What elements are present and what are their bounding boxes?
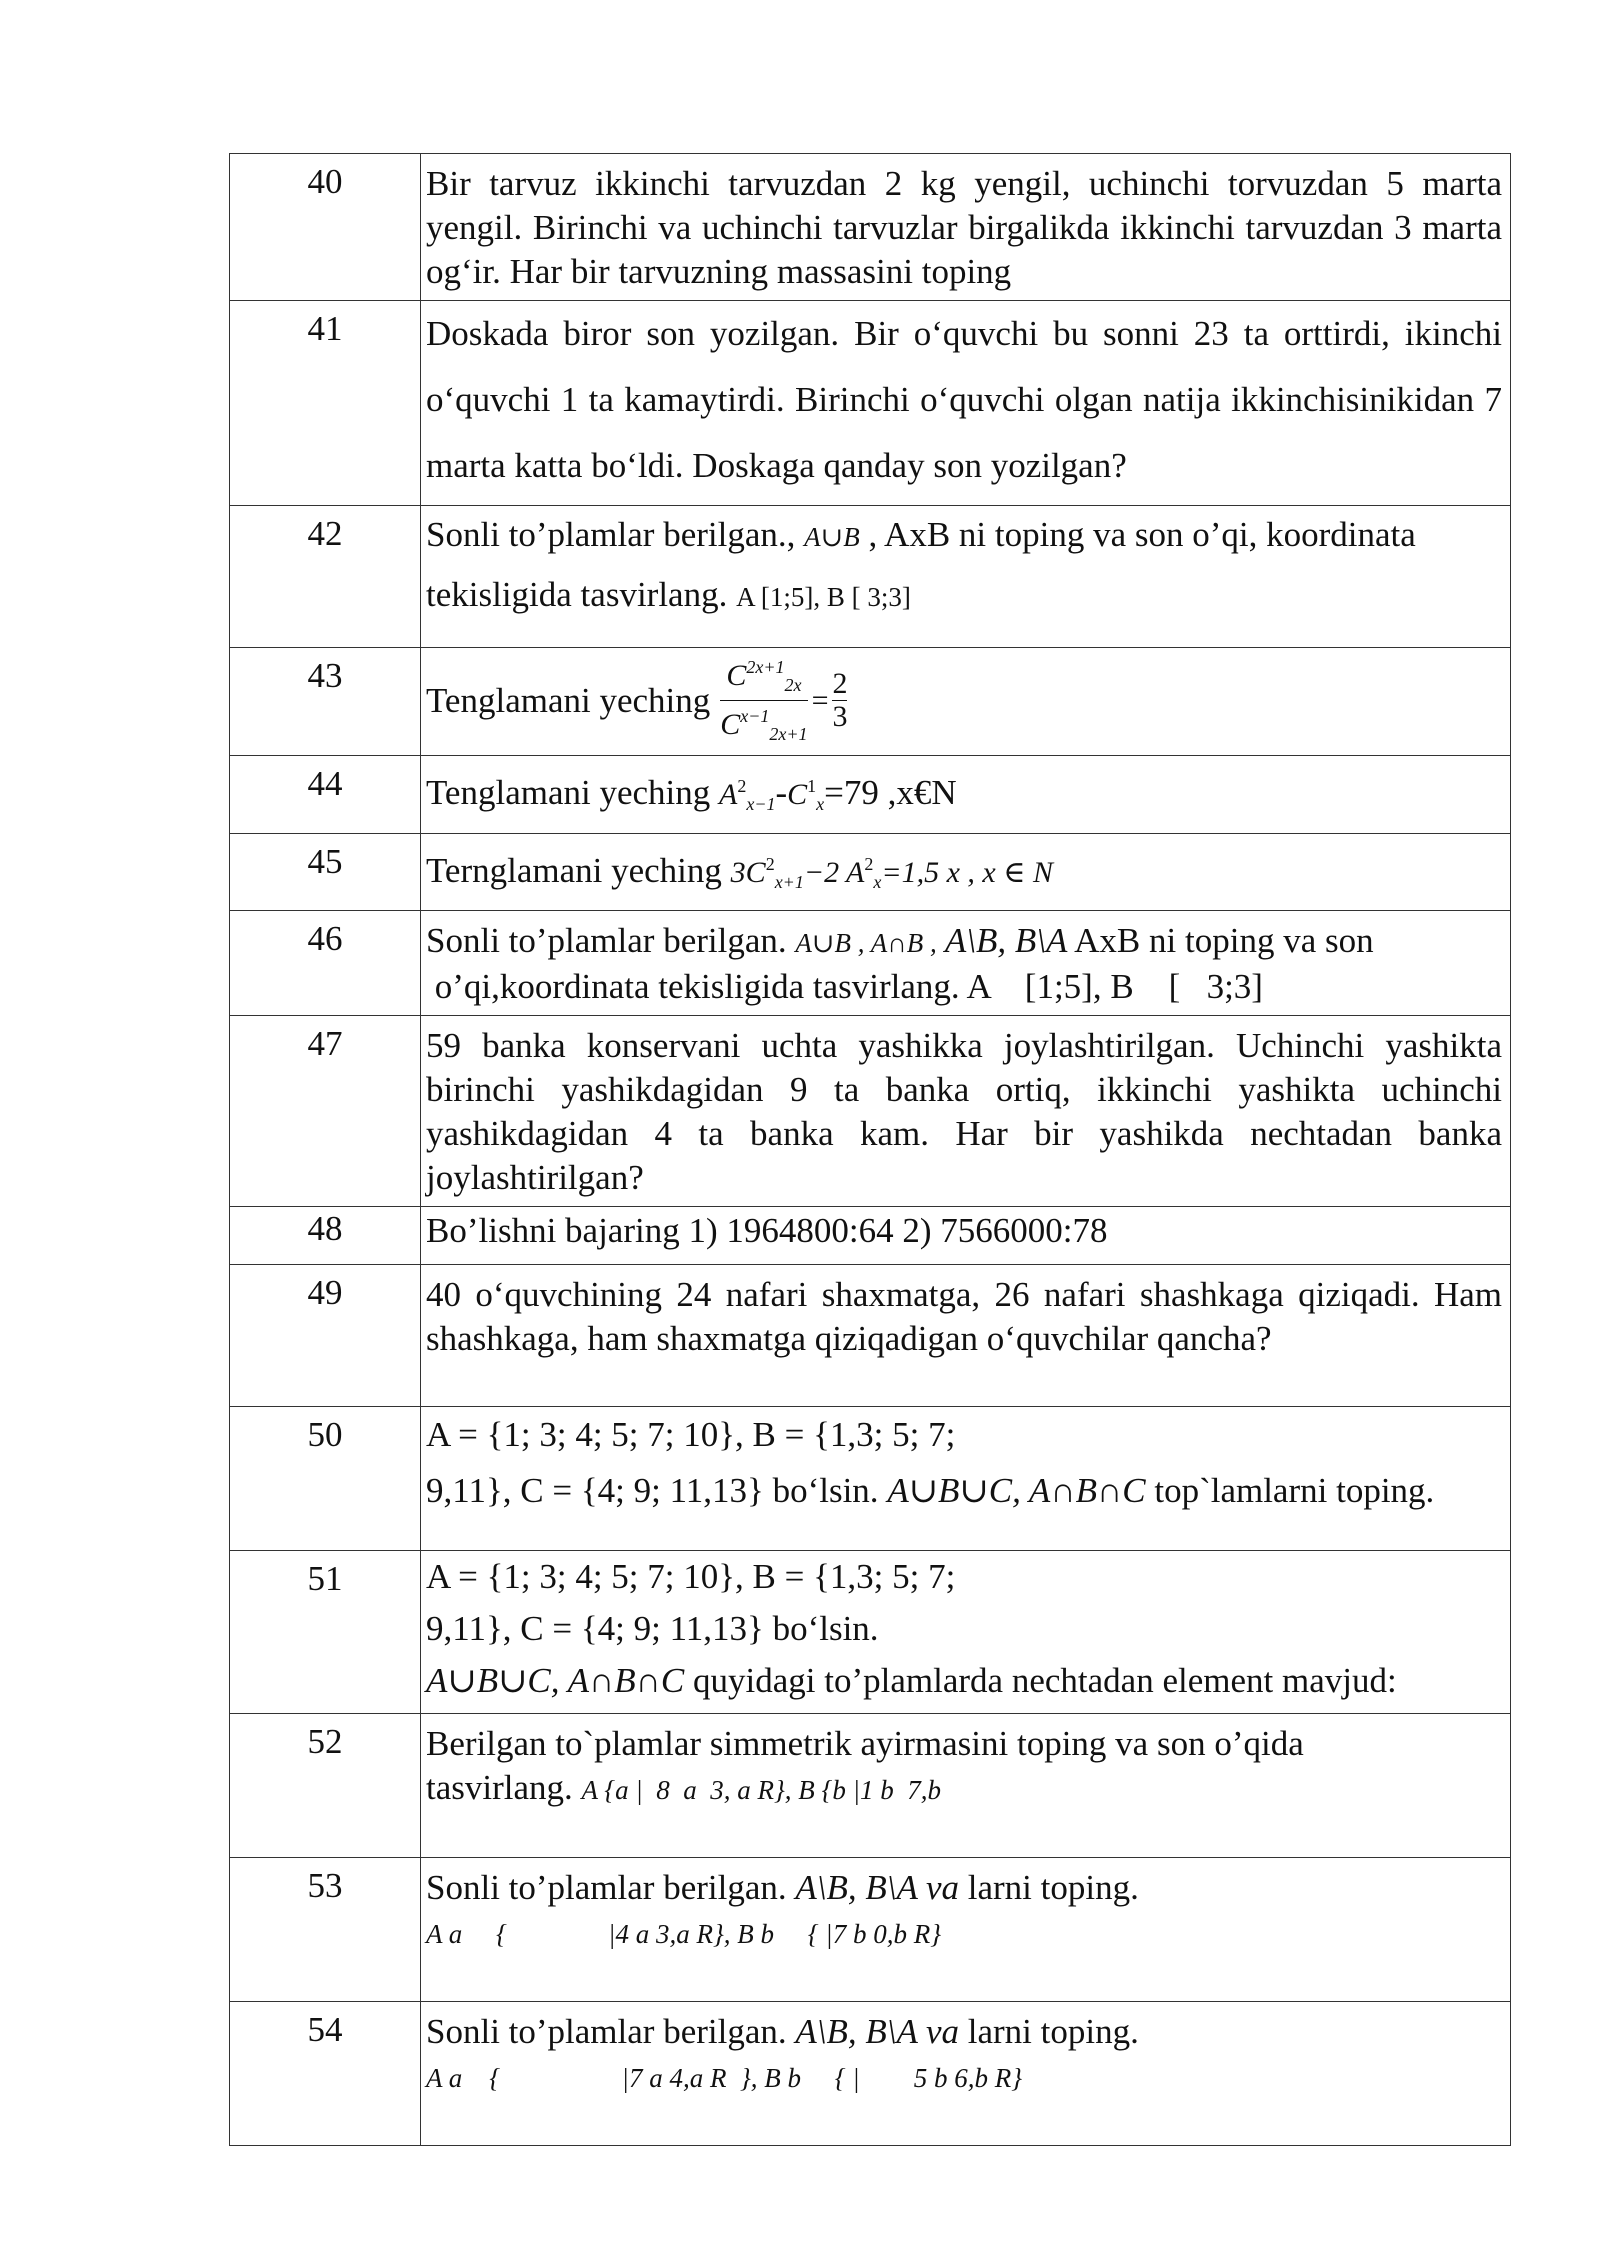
- math-expression: A [1;5], B [ 3;3]: [736, 582, 911, 612]
- math-expression: A a { |7 a 4,a R }, B b { | 5 b 6,b R}: [426, 2063, 1023, 2093]
- combination-fraction: [720, 652, 807, 749]
- math-expression: A∪B∪C, A∩B∩C: [887, 1471, 1146, 1510]
- equals-sign: =: [811, 683, 829, 717]
- problem-text: Bo’lishni bajaring 1) 1964800:64 2) 7566000:78: [421, 1207, 1511, 1265]
- text-segment: top`lamlarni toping.: [1145, 1471, 1435, 1510]
- table-row: [230, 2002, 1511, 2146]
- math-symbol: A: [719, 778, 738, 811]
- superscript: 1: [807, 776, 817, 796]
- text-segment: =79 ,x€N: [824, 773, 957, 812]
- problem-text: Bir tarvuz ikkinchi tarvuzdan 2 kg yengil, uchinchi torvuzdan 5 marta yengil. Birinchi va uchinchi tarvuzlar birgalikda ikkinchi tarvuzdan 3 marta og‘ir. Har bir tarvuzning massasini toping: [421, 154, 1511, 301]
- text-segment: Tenglamani yeching: [426, 680, 711, 720]
- table-row: [230, 1551, 1511, 1714]
- subscript: x−1: [746, 794, 776, 814]
- subscript: 2x+1: [769, 724, 808, 744]
- subscript: x: [873, 872, 882, 892]
- problem-number: 52: [230, 1714, 421, 1858]
- problem-number: 51: [230, 1551, 421, 1714]
- problems-table: [229, 153, 1511, 2146]
- text-segment: tasvirlang.: [426, 1768, 582, 1807]
- text-segment: Sonli to’plamlar berilgan.: [426, 921, 796, 960]
- table-row: [230, 756, 1511, 834]
- table-row: [230, 506, 1511, 648]
- text-segment: Ternglamani yeching: [426, 851, 731, 890]
- math-expression: A∪B∪C, A∩B∩C: [426, 1661, 685, 1700]
- problem-number: 47: [230, 1016, 421, 1207]
- math-expression: =1,5 x , x ∈ N: [881, 856, 1053, 889]
- problem-text: [421, 834, 1511, 911]
- problem-number: 49: [230, 1265, 421, 1407]
- text-segment: Berilgan to`plamlar simmetrik ayirmasini toping va son o’qida: [426, 1724, 1304, 1763]
- problem-text: [421, 1714, 1511, 1858]
- math-symbol: −2 A: [803, 856, 865, 889]
- math-expression: A a { |4 a 3,a R}, B b { |7 b 0,b R}: [426, 1919, 942, 1949]
- problem-text: [421, 2002, 1511, 2146]
- math-expression: A {a | 8 a 3, a R}, B {b |1 b 7,b: [581, 1775, 942, 1805]
- text-segment: 9,11}, C = {4; 9; 11,13} bo‘lsin.: [426, 1609, 879, 1648]
- problem-number: 42: [230, 506, 421, 648]
- text-segment: Sonli to’plamlar berilgan.,: [426, 515, 805, 554]
- text-segment: AxB ni toping va son: [1067, 921, 1374, 960]
- text-segment: o’qi,koordinata tekisligida tasvirlang. A [1;5], B [ 3;3]: [426, 967, 1263, 1006]
- problem-text: Doskada biror son yozilgan. Bir o‘quvchi bu sonni 23 ta orttirdi, ikinchi o‘quvchi 1 ta kamaytirdi. Birinchi o‘quvchi olgan natija ikkinchisinikidan 7 marta katta bo‘ldi. Doskaga qanday son yozilgan?: [421, 301, 1511, 506]
- table-row: [230, 1207, 1511, 1265]
- table-row: [230, 1407, 1511, 1551]
- problem-number: 48: [230, 1207, 421, 1265]
- problem-number: 46: [230, 911, 421, 1016]
- problem-number: 54: [230, 2002, 421, 2146]
- problem-number: 53: [230, 1858, 421, 2002]
- denominator: 3: [832, 700, 848, 733]
- subscript: x: [816, 794, 825, 814]
- text-segment: A = {1; 3; 4; 5; 7; 10}, B = {1,3; 5; 7;: [426, 1415, 956, 1454]
- numerator: 2: [832, 667, 848, 700]
- problem-number: 41: [230, 301, 421, 506]
- text-segment: quyidagi to’plamlarda nechtadan element mavjud:: [684, 1661, 1397, 1700]
- text-segment: larni toping.: [959, 1868, 1139, 1907]
- superscript: x−1: [740, 706, 770, 726]
- problem-text: [421, 648, 1511, 756]
- problem-text: 40 o‘quvchining 24 nafari shaxmatga, 26 nafari shashkaga qiziqadi. Ham shashkaga, ham shaxmatga qiziqadigan o‘quvchilar qancha?: [421, 1265, 1511, 1407]
- text-segment: , AxB ni toping va son o’qi, koordinata: [859, 515, 1416, 554]
- problem-text: [421, 756, 1511, 834]
- problem-text: [421, 506, 1511, 648]
- table-row: [230, 154, 1511, 301]
- problem-text: [421, 1551, 1511, 1714]
- problem-text: 59 banka konservani uchta yashikka joylashtirilgan. Uchinchi yashikta birinchi yashikdagidan 9 ta banka ortiq, ikkinchi yashikta uchinchi yashikdagidan 4 ta banka kam. Har bir yashikda nechtadan banka joylashtirilgan?: [421, 1016, 1511, 1207]
- table-row: [230, 648, 1511, 756]
- problem-text: [421, 1407, 1511, 1551]
- text-segment: tekisligida tasvirlang.: [426, 575, 737, 614]
- table-row: [230, 911, 1511, 1016]
- rhs-fraction: [832, 668, 847, 733]
- table-row: [230, 301, 1511, 506]
- text-segment: larni toping.: [959, 2012, 1139, 2051]
- text-segment: -: [775, 773, 788, 812]
- math-expression: A\B, B\A va: [795, 1868, 959, 1907]
- superscript: 2: [765, 854, 775, 874]
- superscript: 2: [737, 776, 747, 796]
- problem-text: [421, 911, 1511, 1016]
- problem-text: [421, 1858, 1511, 2002]
- math-symbol: C: [720, 708, 741, 741]
- math-expression: A∪B: [804, 522, 860, 552]
- problem-number: 43: [230, 648, 421, 756]
- text-segment: 9,11}, C = {4; 9; 11,13} bo‘lsin.: [426, 1471, 888, 1510]
- table-row: [230, 1858, 1511, 2002]
- problem-number: 40: [230, 154, 421, 301]
- math-expression: A\B, B\A va: [795, 2012, 959, 2051]
- math-symbol: 3C: [730, 856, 766, 889]
- text-segment: Sonli to’plamlar berilgan.: [426, 2012, 796, 2051]
- math-expression: A\B, B\A: [936, 921, 1068, 960]
- problem-number: 50: [230, 1407, 421, 1551]
- text-segment: Sonli to’plamlar berilgan.: [426, 1868, 796, 1907]
- table-row: [230, 834, 1511, 911]
- subscript: x+1: [774, 872, 804, 892]
- table-row: [230, 1265, 1511, 1407]
- math-symbol: C: [726, 659, 747, 692]
- table-row: [230, 1016, 1511, 1207]
- subscript: 2x: [784, 675, 802, 695]
- problem-number: 44: [230, 756, 421, 834]
- superscript: 2: [864, 854, 874, 874]
- superscript: 2x+1: [746, 657, 785, 677]
- table-row: [230, 1714, 1511, 1858]
- math-symbol: C: [787, 778, 808, 811]
- text-segment: A = {1; 3; 4; 5; 7; 10}, B = {1,3; 5; 7;: [426, 1557, 956, 1596]
- math-expression: A∪B , A∩B ,: [795, 928, 937, 958]
- text-segment: Tenglamani yeching: [426, 773, 720, 812]
- problem-number: 45: [230, 834, 421, 911]
